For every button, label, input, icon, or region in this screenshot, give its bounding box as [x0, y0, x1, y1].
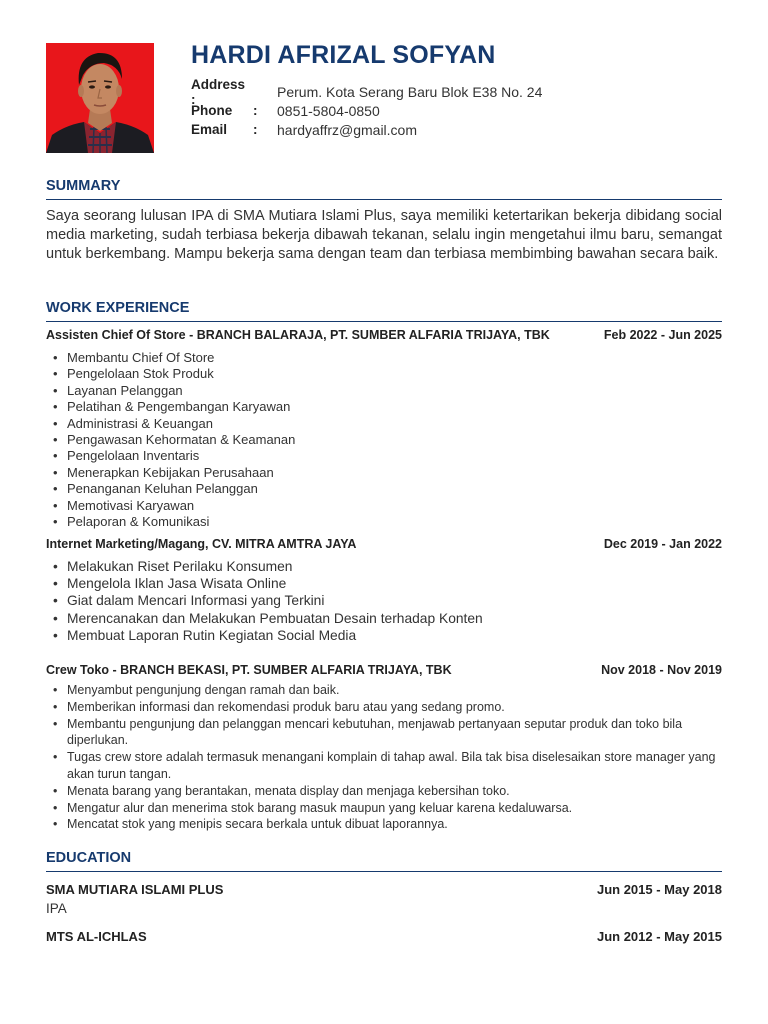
- duty-item: • Membuat Laporan Rutin Kegiatan Social Media: [46, 627, 722, 644]
- duty-item: • Pelaporan & Komunikasi: [46, 514, 722, 530]
- duty-item: • Memberikan informasi dan rekomendasi produk baru atau yang sedang promo.: [46, 699, 722, 716]
- address-value: Perum. Kota Serang Baru Blok E38 No. 24: [277, 83, 543, 100]
- duty-item: • Menyambut pengunjung dengan ramah dan baik.: [46, 682, 722, 699]
- job-header: [46, 328, 722, 342]
- summary-divider: [46, 199, 722, 200]
- job-duties-list: [46, 682, 722, 833]
- contact-phone-row: [191, 101, 542, 120]
- duty-item: • Membantu pengunjung dan pelanggan mencari kebutuhan, menjawab pertanyaan seputar produk dan toko bila diperlukan.: [46, 716, 722, 750]
- job-period: Nov 2018 - Nov 2019: [601, 663, 722, 677]
- job-period: Feb 2022 - Jun 2025: [603, 328, 722, 342]
- duty-item: • Pengawasan Kehormatan & Keamanan: [46, 432, 722, 448]
- school-name: SMA MUTIARA ISLAMI PLUS: [46, 882, 224, 897]
- duty-item: • Administrasi & Keuangan: [46, 416, 722, 432]
- education-major: IPA: [46, 901, 67, 916]
- email-value: hardyaffrz@gmail.com: [277, 121, 417, 138]
- summary-heading: SUMMARY: [46, 178, 121, 194]
- duty-item: • Menata barang yang berantakan, menata display dan menjaga kebersihan toko.: [46, 783, 722, 800]
- duty-item: • Mengelola Iklan Jasa Wisata Online: [46, 575, 722, 592]
- contact-info: [191, 76, 543, 139]
- school-name: MTS AL-ICHLAS: [46, 929, 147, 944]
- phone-value: 0851-5804-0850: [277, 102, 380, 119]
- job-period: Dec 2019 - Jan 2022: [603, 537, 722, 551]
- address-label: Address :: [191, 76, 246, 107]
- summary-text: Saya seorang lulusan IPA di SMA Mutiara Islami Plus, saya memiliki ketertarikan bekerja dibidang social media marketing, sudah terbiasa bekerja dibawah tekanan, selalu ingin mengetahui ilmu baru, semangat untuk berkembang. Mampu bekerja sama dengan team dan terbiasa membimbing bawahan secara baik.: [46, 208, 722, 262]
- duty-item: • Penanganan Keluhan Pelanggan: [46, 481, 722, 497]
- duty-item: • Layanan Pelanggan: [46, 383, 722, 399]
- contact-address-row: [191, 76, 543, 107]
- candidate-name: HARDI AFRIZAL SOFYAN: [191, 41, 496, 69]
- education-item-header: [46, 882, 722, 897]
- job-duties-list: [46, 558, 722, 644]
- job-position: Internet Marketing/Magang, CV. MITRA AMTRA JAYA: [46, 537, 357, 551]
- duty-item: • Pengelolaan Inventaris: [46, 448, 722, 464]
- education-period: Jun 2015 - May 2018: [596, 882, 722, 897]
- profile-photo: [46, 43, 154, 153]
- duty-item: • Mengatur alur dan menerima stok barang masuk maupun yang keluar karena kedaluwarsa.: [46, 800, 722, 817]
- duty-item: • Melakukan Riset Perilaku Konsumen: [46, 558, 722, 575]
- email-label: Email: [191, 122, 228, 137]
- job-position: Crew Toko - BRANCH BEKASI, PT. SUMBER ALFARIA TRIJAYA, TBK: [46, 663, 452, 677]
- duty-item: • Tugas crew store adalah termasuk menangani komplain di tahap awal. Bila tak bisa diselesaikan store manager yang akan turun tangan.: [46, 749, 722, 783]
- job-header: [46, 663, 722, 677]
- contact-email-row: [191, 120, 542, 139]
- work-experience-heading: WORK EXPERIENCE: [46, 300, 190, 316]
- duty-item: • Giat dalam Mencari Informasi yang Terkini: [46, 592, 722, 609]
- duty-item: • Pelatihan & Pengembangan Karyawan: [46, 399, 722, 415]
- duty-item: • Merencanakan dan Melakukan Pembuatan Desain terhadap Konten: [46, 610, 722, 627]
- phone-colon: :: [253, 103, 258, 118]
- education-heading: EDUCATION: [46, 850, 132, 866]
- duty-item: • Membantu Chief Of Store: [46, 350, 722, 366]
- duty-item: • Menerapkan Kebijakan Perusahaan: [46, 465, 722, 481]
- phone-label: Phone: [191, 103, 233, 118]
- job-duties-list: [46, 350, 722, 530]
- education-item-header: [46, 929, 722, 944]
- work-experience-divider: [46, 321, 722, 322]
- job-position: Assisten Chief Of Store - BRANCH BALARAJA, PT. SUMBER ALFARIA TRIJAYA, TBK: [46, 328, 550, 342]
- job-header: [46, 537, 722, 551]
- duty-item: • Pengelolaan Stok Produk: [46, 366, 722, 382]
- duty-item: • Memotivasi Karyawan: [46, 498, 722, 514]
- duty-item: • Mencatat stok yang menipis secara berkala untuk dibuat laporannya.: [46, 816, 722, 833]
- email-colon: :: [253, 122, 258, 137]
- education-divider: [46, 871, 722, 872]
- education-period: Jun 2012 - May 2015: [596, 929, 722, 944]
